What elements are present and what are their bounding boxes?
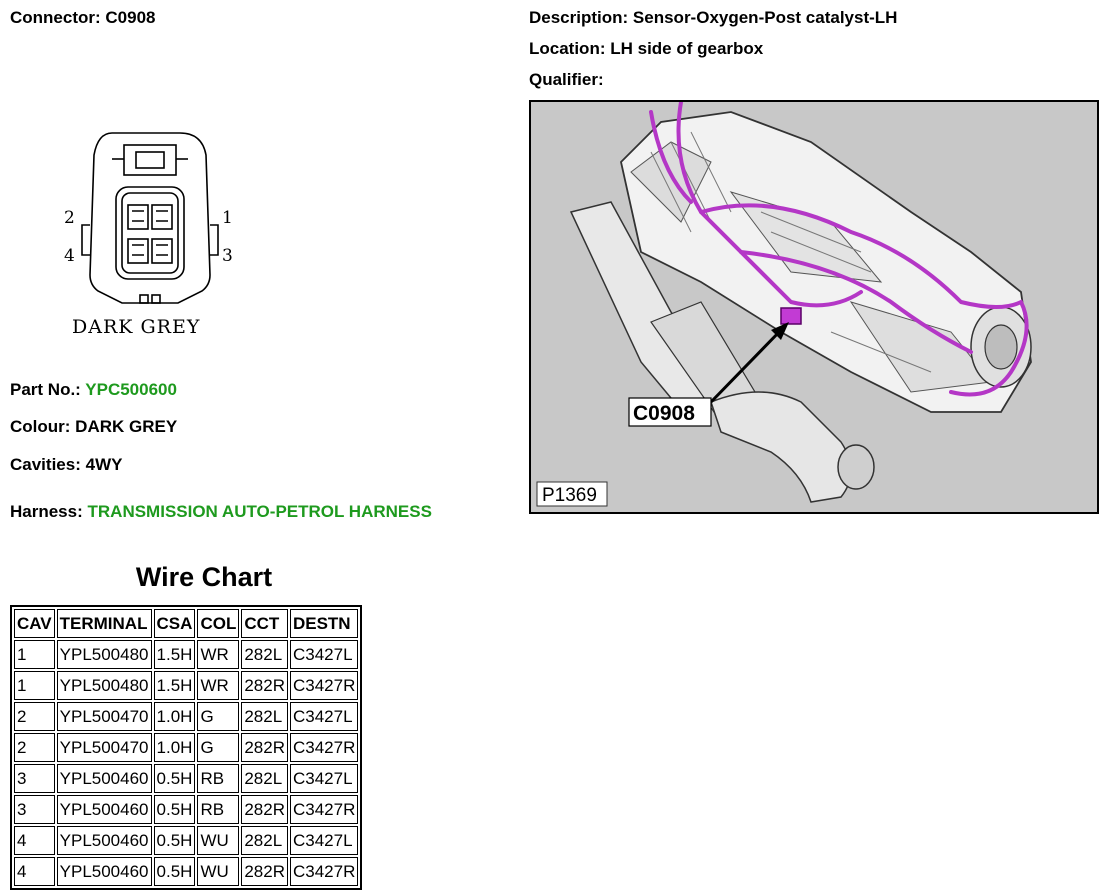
table-cell: 0.5H (154, 857, 196, 886)
table-cell: C3427L (290, 640, 358, 669)
cavities-label: Cavities: (10, 455, 81, 474)
table-row (14, 702, 358, 731)
table-cell: 282R (241, 733, 288, 762)
qualifier-label: Qualifier: (529, 70, 604, 89)
connector-latch (124, 145, 176, 175)
table-cell: WR (197, 640, 239, 669)
table-cell: 0.5H (154, 764, 196, 793)
table-row (14, 671, 358, 700)
location-label: Location: (529, 39, 606, 58)
pin-label-1: 1 (222, 208, 233, 228)
table-cell: 0.5H (154, 795, 196, 824)
harness-field (10, 502, 432, 522)
table-cell: C3427L (290, 826, 358, 855)
column-header: COL (197, 609, 239, 638)
table-row (14, 640, 358, 669)
table-cell: WU (197, 857, 239, 886)
table-cell: YPL500470 (57, 702, 152, 731)
location-value: LH side of gearbox (610, 39, 764, 58)
description-value: Sensor-Oxygen-Post catalyst-LH (632, 8, 898, 27)
connector-value: C0908 (105, 8, 156, 27)
table-header-row (14, 609, 358, 638)
table-cell: C3427R (290, 795, 358, 824)
connector-label: Connector: (10, 8, 101, 27)
part-number-field (10, 380, 177, 400)
figure-code: P1369 (542, 485, 597, 506)
table-cell: 4 (14, 857, 55, 886)
table-cell: YPL500470 (57, 733, 152, 762)
table-cell: 1 (14, 640, 55, 669)
table-cell: C3427R (290, 733, 358, 762)
table-cell: 1.0H (154, 702, 196, 731)
figure-callout-label: C0908 (633, 402, 695, 425)
colour-value: DARK GREY (75, 417, 178, 436)
pin-label-3: 3 (222, 246, 233, 266)
column-header: DESTN (290, 609, 358, 638)
cavity-3 (152, 239, 172, 263)
table-cell: YPL500460 (57, 764, 152, 793)
qualifier-field (529, 70, 604, 90)
table-cell: RB (197, 795, 239, 824)
table-row (14, 733, 358, 762)
table-cell: C3427L (290, 764, 358, 793)
column-header: CCT (241, 609, 288, 638)
table-cell: 2 (14, 702, 55, 731)
table-row (14, 764, 358, 793)
colour-field (10, 417, 177, 437)
part-number-link[interactable]: YPC500600 (85, 380, 177, 399)
table-row (14, 826, 358, 855)
table-cell: YPL500480 (57, 640, 152, 669)
cavity-block (116, 187, 184, 279)
connector-pinout-diagram (60, 125, 240, 340)
table-cell: 4 (14, 826, 55, 855)
table-cell: YPL500460 (57, 826, 152, 855)
table-cell: 3 (14, 795, 55, 824)
table-cell: 1.5H (154, 671, 196, 700)
table-cell: 282L (241, 764, 288, 793)
column-header: TERMINAL (57, 609, 152, 638)
harness-label: Harness: (10, 502, 83, 521)
cavity-4 (128, 239, 148, 263)
connector-field (10, 8, 156, 28)
cavity-1 (152, 205, 172, 229)
table-cell: C3427R (290, 857, 358, 886)
cavity-2 (128, 205, 148, 229)
table-row (14, 795, 358, 824)
colour-label: Colour: (10, 417, 71, 436)
table-cell: G (197, 702, 239, 731)
table-cell: YPL500460 (57, 795, 152, 824)
column-header: CAV (14, 609, 55, 638)
description-label: Description: (529, 8, 629, 27)
description-field (529, 8, 897, 28)
table-cell: 1.5H (154, 640, 196, 669)
table-cell: YPL500480 (57, 671, 152, 700)
table-cell: 3 (14, 764, 55, 793)
table-cell: 1.0H (154, 733, 196, 762)
table-cell: G (197, 733, 239, 762)
table-cell: 0.5H (154, 826, 196, 855)
table-cell: 282L (241, 640, 288, 669)
pinout-colour-caption: DARK GREY (72, 316, 201, 338)
table-cell: 282R (241, 857, 288, 886)
location-figure (529, 100, 1099, 514)
table-cell: 282L (241, 702, 288, 731)
table-cell: WR (197, 671, 239, 700)
table-cell: YPL500460 (57, 857, 152, 886)
harness-link[interactable]: TRANSMISSION AUTO-PETROL HARNESS (87, 502, 432, 521)
column-header: CSA (154, 609, 196, 638)
table-cell: 1 (14, 671, 55, 700)
connector-c0908-marker (781, 308, 801, 324)
table-cell: 282L (241, 826, 288, 855)
cavities-value: 4WY (85, 455, 123, 474)
table-cell: RB (197, 764, 239, 793)
table-cell: 282R (241, 795, 288, 824)
part-number-label: Part No.: (10, 380, 81, 399)
wire-chart-table (10, 605, 362, 890)
table-cell: WU (197, 826, 239, 855)
gearbox-illustration (531, 102, 1097, 512)
table-cell: 2 (14, 733, 55, 762)
pin-label-2: 2 (64, 208, 75, 228)
cavities-field (10, 455, 122, 475)
location-field (529, 39, 763, 59)
table-cell: 282R (241, 671, 288, 700)
connector-housing-outline (90, 133, 210, 303)
pin-label-4: 4 (64, 246, 75, 266)
table-cell: C3427L (290, 702, 358, 731)
wire-chart-title: Wire Chart (135, 562, 273, 592)
table-cell: C3427R (290, 671, 358, 700)
table-row (14, 857, 358, 886)
